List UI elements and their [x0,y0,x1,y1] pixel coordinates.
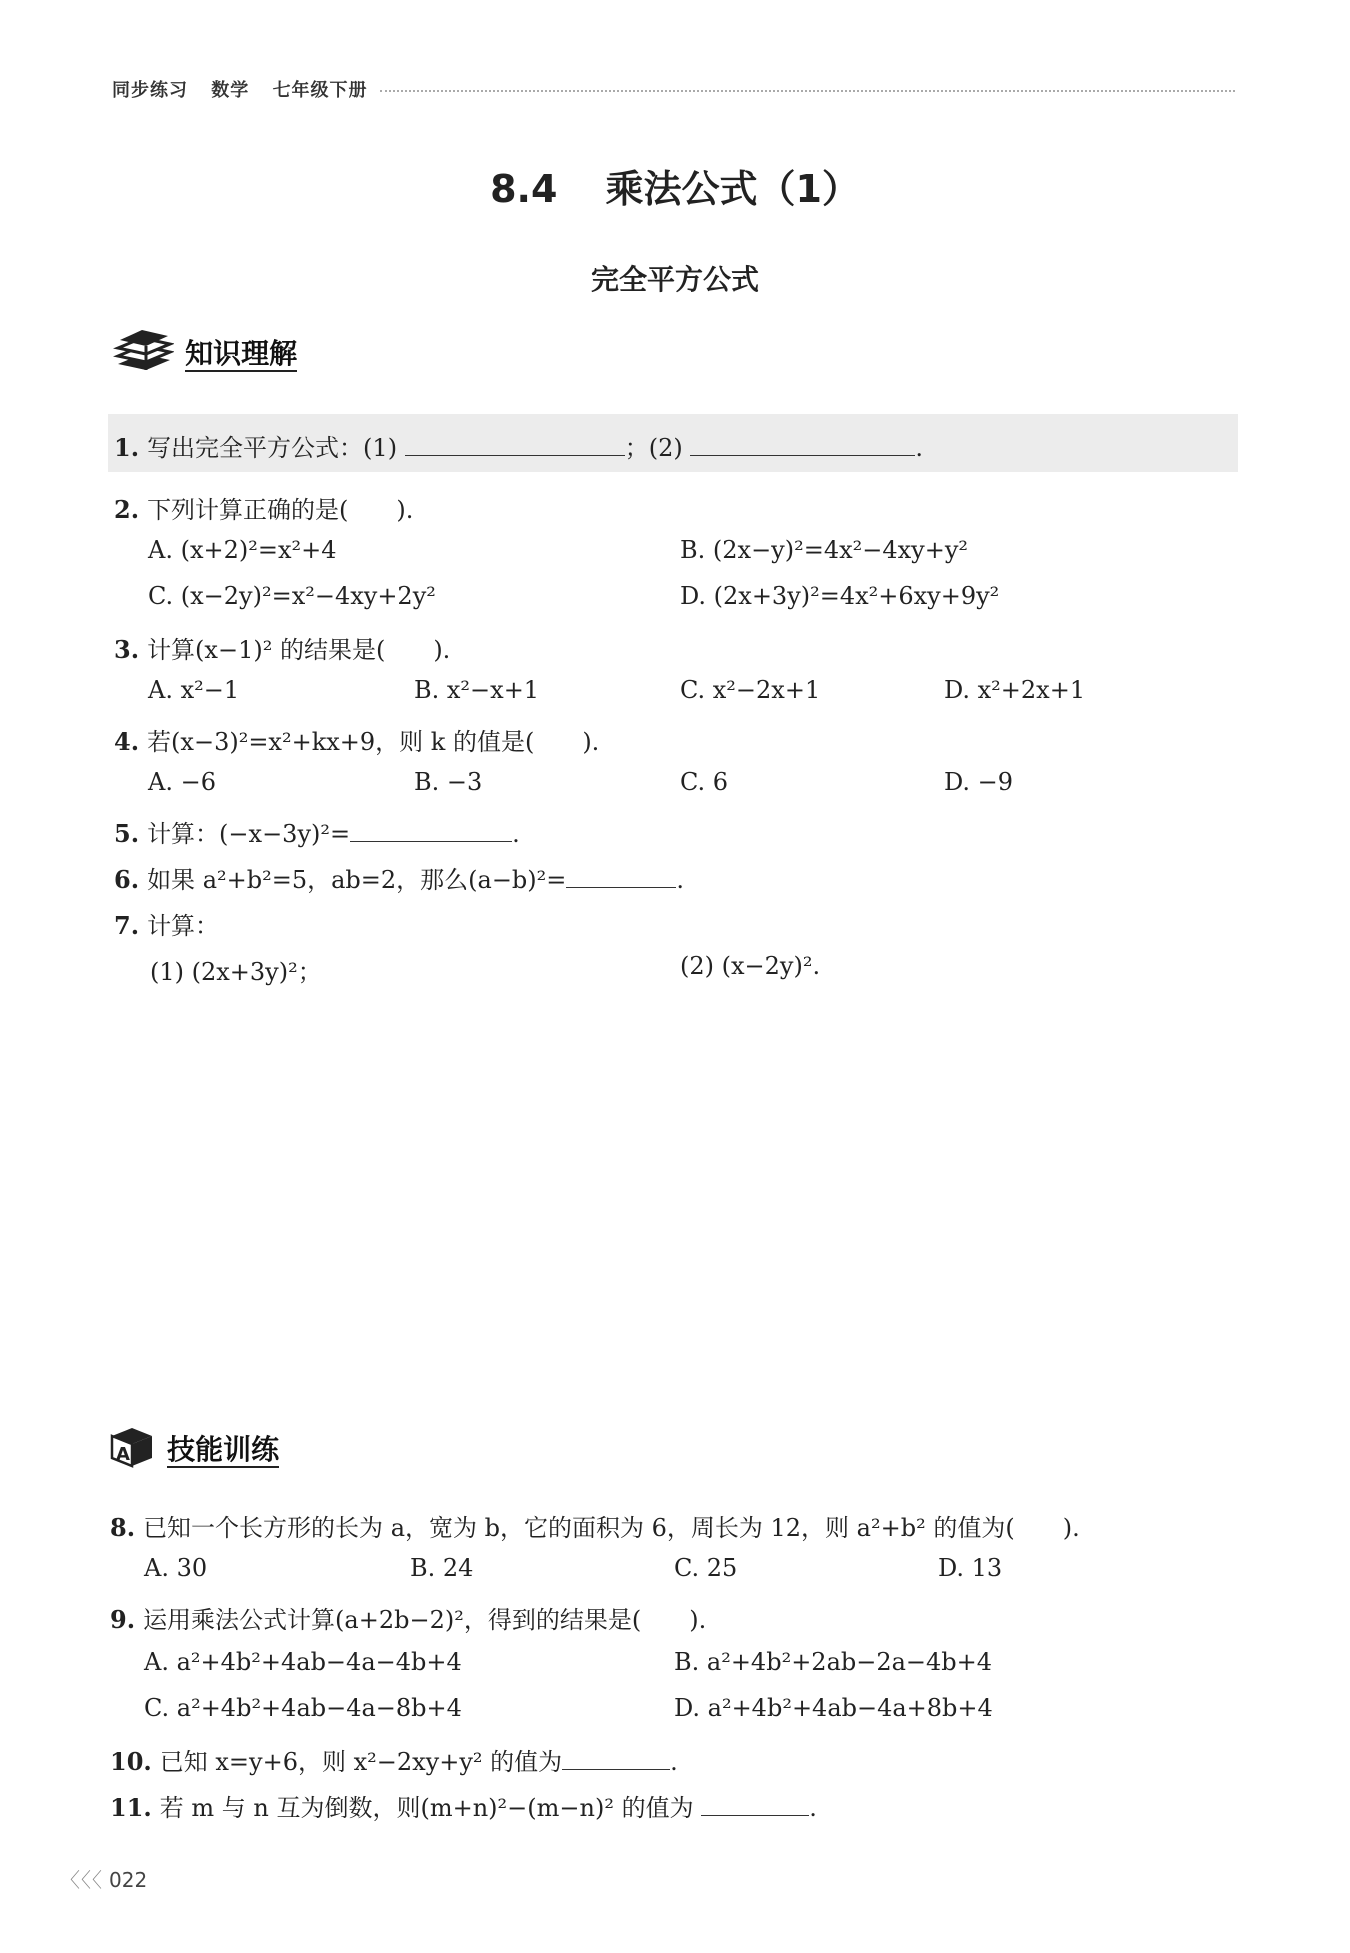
question-1: 1. 写出完全平方公式：(1) ；(2) . [114,433,923,462]
question-7: 7. 计算： [114,911,220,940]
title-text: 乘法公式（1） [605,167,860,211]
q4-option-c[interactable]: C. 6 [680,768,729,796]
running-header [112,76,384,102]
q2-option-b[interactable]: B. (2x−y)²=4x²−4xy+y² [680,536,969,564]
question-8: 8. 已知一个长方形的长为 a，宽为 b，它的面积为 6，周长为 12，则 a²+b² 的值为( ). [110,1513,1080,1542]
q9-option-a[interactable]: A. a²+4b²+4ab−4a−4b+4 [144,1648,462,1676]
answer-blank-1a[interactable] [405,433,625,456]
q2-option-c[interactable]: C. (x−2y)²=x²−4xy+2y² [148,582,436,610]
q3-option-b[interactable]: B. x²−x+1 [414,676,540,704]
header-subject: 数学 [211,80,250,101]
svg-text:A: A [116,1444,130,1465]
section-understanding-title: 知识理解 [185,337,298,370]
question-3: 3. 计算(x−1)² 的结果是( ). [114,635,451,664]
q9-option-c[interactable]: C. a²+4b²+4ab−4a−8b+4 [144,1694,462,1722]
q3-option-c[interactable]: C. x²−2x+1 [680,676,821,704]
q8-option-d[interactable]: D. 13 [938,1554,1003,1582]
q9-option-b[interactable]: B. a²+4b²+2ab−2a−4b+4 [674,1648,993,1676]
question-9: 9. 运用乘法公式计算(a+2b−2)²，得到的结果是( ). [110,1605,707,1634]
q8-option-c[interactable]: C. 25 [674,1554,738,1582]
page-number: 022 [109,1868,148,1892]
header-book: 同步练习 [112,80,188,101]
q3-option-d[interactable]: D. x²+2x+1 [944,676,1086,704]
question-10: 10. 已知 x=y+6，则 x²−2xy+y² 的值为 . [110,1747,678,1776]
question-4: 4. 若(x−3)²=x²+kx+9，则 k 的值是( ). [114,727,600,756]
header-grade: 七年级下册 [272,80,368,101]
q2-option-a[interactable]: A. (x+2)²=x²+4 [148,536,337,564]
page-footer [60,1864,147,1893]
q9-option-d[interactable]: D. a²+4b²+4ab−4a+8b+4 [674,1694,993,1722]
q8-option-b[interactable]: B. 24 [410,1554,474,1582]
chevron-left-icon: 〈〈〈 [60,1868,103,1892]
question-11: 11. 若 m 与 n 互为倒数，则(m+n)²−(m−n)² 的值为 . [110,1793,817,1822]
q2-option-d[interactable]: D. (2x+3y)²=4x²+6xy+9y² [680,582,1000,610]
question-5: 5. 计算：(−x−3y)²= . [114,819,520,848]
header-divider [380,90,1235,92]
answer-blank-5[interactable] [350,819,512,842]
answer-blank-10[interactable] [562,1747,670,1770]
q7-part-2: (2) (x−2y)². [680,952,821,980]
section-skills-title: 技能训练 [167,1433,280,1466]
section-skills-heading [108,1424,279,1472]
page-title [0,158,1350,213]
question-6: 6. 如果 a²+b²=5，ab=2，那么(a−b)²= . [114,865,685,894]
q8-option-a[interactable]: A. 30 [144,1554,208,1582]
question-2: 2. 下列计算正确的是( ). [114,495,414,524]
q4-option-d[interactable]: D. −9 [944,768,1014,796]
answer-blank-11[interactable] [701,1793,809,1816]
title-number: 8.4 [490,167,558,211]
q4-option-a[interactable]: A. −6 [148,768,216,796]
q4-option-b[interactable]: B. −3 [414,768,483,796]
section-understanding-heading [112,326,297,378]
answer-blank-1b[interactable] [690,433,915,456]
q7-part-1: (1) (2x+3y)²； [150,958,322,986]
q3-option-a[interactable]: A. x²−1 [148,676,240,704]
books-icon [112,326,174,378]
block-a-icon [108,1424,156,1472]
answer-blank-6[interactable] [566,865,676,888]
page-subtitle: 完全平方公式 [590,263,759,296]
